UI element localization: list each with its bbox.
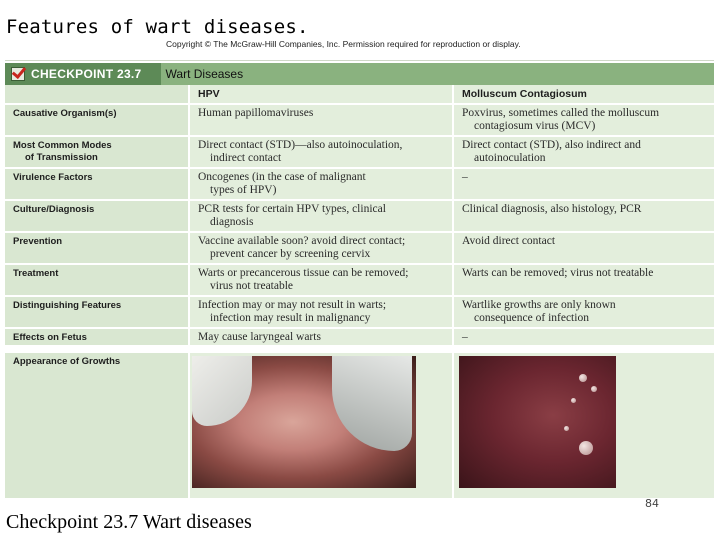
column-header-hpv: HPV [198,88,220,100]
molluscum-cell [462,107,712,133]
checkpoint-topic-band [161,63,714,85]
hpv-wart-photo [192,356,416,488]
glove-shape [192,356,252,426]
molluscum-cell-line: Warts can be removed; virus not treatable [462,267,654,279]
hpv-cell-line: Infection may or may not result in warts; [198,299,387,311]
molluscum-photo [459,356,616,488]
lesion-bump [579,441,593,455]
molluscum-cell-line: Direct contact (STD), also indirect and [462,139,641,151]
hpv-cell-line: diagnosis [210,216,254,228]
table-row [5,297,714,327]
hpv-cell-line: May cause laryngeal warts [198,331,321,343]
row-label-line: Effects on Fetus [13,332,87,343]
hpv-cell-line: prevent cancer by screening cervix [210,248,371,260]
hpv-cell-line: PCR tests for certain HPV types, clinical [198,203,386,215]
row-label-line: Distinguishing Features [13,300,122,311]
table-row [5,137,714,167]
lesion-bump [579,374,587,382]
row-label-line: Prevention [13,236,63,247]
table-row [5,169,714,199]
checkpoint-topic: Wart Diseases [165,67,244,81]
molluscum-cell-line: Wartlike growths are only known [462,299,616,311]
hpv-cell [198,139,448,165]
hpv-cell [198,107,448,120]
row-label-line: Causative Organism(s) [13,108,117,119]
lesion-bump [591,386,597,392]
checkpoint-label: CHECKPOINT 23.7 [31,67,142,81]
table-header-row [5,85,714,103]
molluscum-cell-line: consequence of infection [474,312,589,324]
hpv-cell-line: virus not treatable [210,280,294,292]
hpv-cell-line: Warts or precancerous tissue can be removed; [198,267,409,279]
molluscum-cell-line: – [462,171,468,183]
molluscum-cell-line: Avoid direct contact [462,235,556,247]
row-label [13,204,183,216]
molluscum-cell [462,203,712,216]
table-row [5,201,714,231]
hpv-cell [198,203,448,229]
row-label [13,108,183,120]
row-label-line: Most Common Modes [13,140,112,151]
row-label [13,300,183,312]
page-number: 84 [645,497,659,510]
molluscum-cell-line: contagiosum virus (MCV) [474,120,596,132]
hpv-cell-line: types of HPV) [210,184,277,196]
molluscum-cell [462,299,712,325]
row-label [13,268,183,280]
column-header-molluscum: Molluscum Contagiosum [462,88,587,100]
hpv-cell-line: Human papillomaviruses [198,107,314,119]
hpv-cell-line: Direct contact (STD)—also autoinoculation, [198,139,403,151]
row-label-appearance: Appearance of Growths [13,356,121,367]
hpv-cell [198,331,448,344]
row-label-line: of Transmission [25,152,98,163]
table-row [5,233,714,263]
checkmark-icon [11,67,25,81]
hpv-cell [198,235,448,261]
slide-footer-caption: Checkpoint 23.7 Wart diseases [6,511,252,533]
molluscum-cell [462,331,712,344]
row-label-line: Treatment [13,268,59,279]
molluscum-cell-line: – [462,331,468,343]
molluscum-cell-line: Clinical diagnosis, also histology, PCR [462,203,642,215]
slide-title: Features of wart diseases. [6,16,309,38]
molluscum-cell [462,267,712,280]
row-label-line: Virulence Factors [13,172,93,183]
copyright-notice: Copyright © The McGraw-Hill Companies, Inc. Permission required for reproduction or display. [166,39,521,49]
hpv-cell-line: Oncogenes (in the case of malignant [198,171,366,183]
checkpoint-table [5,60,714,498]
molluscum-cell [462,139,712,165]
lesion-bump [571,398,576,403]
glove-shape [332,356,412,451]
molluscum-cell [462,171,712,184]
row-label [13,332,183,344]
hpv-cell-line: infection may result in malignancy [210,312,371,324]
checkpoint-header [5,63,714,85]
row-label-line: Culture/Diagnosis [13,204,95,215]
hpv-cell [198,267,448,293]
row-label [13,140,183,164]
molluscum-cell [462,235,712,248]
table-row [5,265,714,295]
hpv-cell [198,171,448,197]
molluscum-cell-line: Poxvirus, sometimes called the molluscum [462,107,660,119]
row-label [13,172,183,184]
row-label [13,236,183,248]
lesion-bump [564,426,569,431]
hpv-cell-line: indirect contact [210,152,282,164]
hpv-cell [198,299,448,325]
hpv-cell-line: Vaccine available soon? avoid direct contact; [198,235,406,247]
table-row [5,105,714,135]
table-row [5,329,714,345]
molluscum-cell-line: autoinoculation [474,152,546,164]
